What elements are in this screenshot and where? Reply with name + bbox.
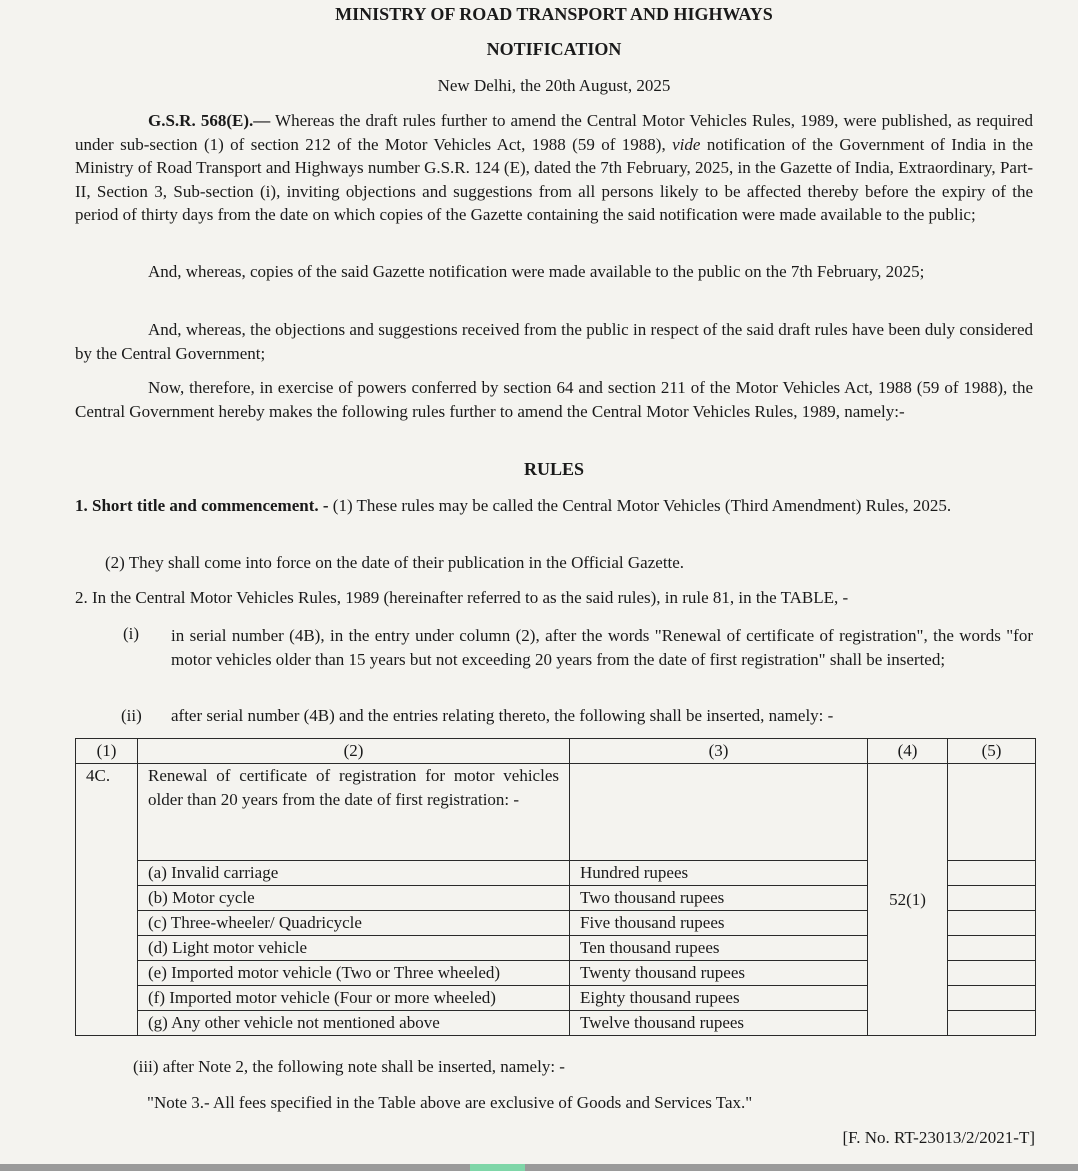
rule-reference-cell: 52(1) xyxy=(868,764,948,1036)
column-5-cell xyxy=(948,764,1036,861)
rules-heading: RULES xyxy=(523,459,585,479)
column-header: (5) xyxy=(948,739,1036,764)
notification-heading: NOTIFICATION xyxy=(486,39,622,59)
vehicle-cell: (g) Any other vehicle not mentioned above xyxy=(138,1011,570,1036)
rule-1: 1. Short title and commencement. - (1) These rules may be called the Central Motor Vehicles (Third Amendment) Rules, 2025. xyxy=(75,496,952,515)
vehicle-cell: (c) Three-wheeler/ Quadricycle xyxy=(138,911,570,936)
preamble-paragraph-1: G.S.R. 568(E).— Whereas the draft rules further to amend the Central Motor Vehicles Rules, 1989, were published, as required under sub-section (1) of section 212 of the Motor Vehicles Act, 1988 (59 of 1988), vide notification of the Government of India in the Ministry of Road Transport and Highways number G.S.R. 124 (E), dated the 7th February, 2025, in the Gazette of India, Extraordinary, Part-II, Section 3, Sub-section (i), inviting objections and suggestions from all persons likely to be affected thereby before the expiry of the period of thirty days from the date on which copies of the Gazette containing the said notification were made available to the public; xyxy=(75,111,1034,224)
rule-1-2: (2) They shall come into force on the date of their publication in the Official Gazette. xyxy=(105,553,685,572)
column-5-cell xyxy=(948,986,1036,1011)
column-5-cell xyxy=(948,961,1036,986)
vehicle-cell: (d) Light motor vehicle xyxy=(138,936,570,961)
rule-2: 2. In the Central Motor Vehicles Rules, 1989 (hereinafter referred to as the said rules), in rule 81, in the TABLE, - xyxy=(75,588,849,607)
preamble-paragraph-4: Now, therefore, in exercise of powers conferred by section 64 and section 211 of the Motor Vehicles Act, 1988 (59 of 1988), the Central Government hereby makes the following rules further to amend the Central Motor Vehicles Rules, 1989, namely:- xyxy=(75,378,1033,421)
fees-table xyxy=(75,738,1036,1036)
fee-cell: Two thousand rupees xyxy=(570,886,868,911)
column-5-cell xyxy=(948,1011,1036,1036)
gsr-reference: G.S.R. 568(E).— xyxy=(148,111,271,130)
column-header: (1) xyxy=(76,739,138,764)
column-header: (2) xyxy=(138,739,570,764)
item-i-text: in serial number (4B), in the entry under column (2), after the words "Renewal of certificate of registration", the words "for motor vehicles older than 15 years but not exceeding 20 years from the date of first registration" shall be inserted; xyxy=(171,626,1033,669)
ministry-heading: MINISTRY OF ROAD TRANSPORT AND HIGHWAYS xyxy=(335,4,773,24)
fee-cell: Five thousand rupees xyxy=(570,911,868,936)
column-5-cell xyxy=(948,886,1036,911)
fee-cell: Twenty thousand rupees xyxy=(570,961,868,986)
bottom-scroll-bar xyxy=(0,1164,1078,1171)
fee-cell: Twelve thousand rupees xyxy=(570,1011,868,1036)
column-5-cell xyxy=(948,861,1036,886)
file-number: [F. No. RT-23013/2/2021-T] xyxy=(842,1128,1035,1147)
fee-cell: Eighty thousand rupees xyxy=(570,986,868,1011)
fee-cell: Ten thousand rupees xyxy=(570,936,868,961)
rule-1-title: 1. Short title and commencement. - xyxy=(75,496,329,515)
serial-number-cell: 4C. xyxy=(76,764,138,1036)
column-5-cell xyxy=(948,936,1036,961)
preamble-paragraph-3: And, whereas, the objections and suggestions received from the public in respect of the said draft rules have been duly considered by the Central Government; xyxy=(75,320,1033,363)
preamble-paragraph-2: And, whereas, copies of the said Gazette notification were made available to the public on the 7th February, 2025; xyxy=(148,262,925,281)
vehicle-cell: (f) Imported motor vehicle (Four or more wheeled) xyxy=(138,986,570,1011)
fee-cell: Hundred rupees xyxy=(570,861,868,886)
column-header: (3) xyxy=(570,739,868,764)
vehicle-cell: (e) Imported motor vehicle (Two or Three wheeled) xyxy=(138,961,570,986)
table-header-row xyxy=(76,739,1036,764)
item-iii-text: (iii) after Note 2, the following note shall be inserted, namely: - xyxy=(133,1057,565,1076)
column-header: (4) xyxy=(868,739,948,764)
item-i-number: (i) xyxy=(123,624,140,643)
vehicle-cell: (b) Motor cycle xyxy=(138,886,570,911)
date-line: New Delhi, the 20th August, 2025 xyxy=(437,76,671,95)
vehicle-cell: (a) Invalid carriage xyxy=(138,861,570,886)
note-3-text: "Note 3.- All fees specified in the Table above are exclusive of Goods and Services Tax." xyxy=(147,1093,753,1112)
item-ii-number: (ii) xyxy=(121,706,142,725)
fee-cell xyxy=(570,764,868,861)
column-5-cell xyxy=(948,911,1036,936)
description-cell: Renewal of certificate of registration for motor vehicles older than 20 years from the date of first registration: - xyxy=(138,764,570,861)
item-ii-text: after serial number (4B) and the entries relating thereto, the following shall be inserted, namely: - xyxy=(171,706,834,725)
table-row xyxy=(76,764,1036,861)
scroll-highlight xyxy=(470,1164,525,1171)
